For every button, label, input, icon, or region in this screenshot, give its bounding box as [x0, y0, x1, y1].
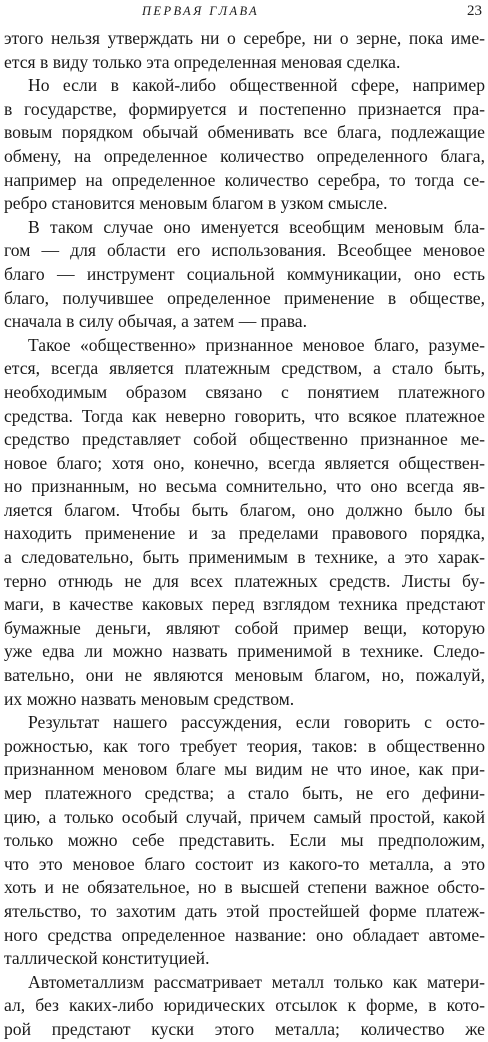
- text-line: хоть и не обязательное, но в высшей степени важное обсто-: [4, 877, 485, 898]
- text-line: ется, всегда является платежным средством, а стало быть,: [4, 358, 485, 379]
- text-line: Автометаллизм рассматривает металл только как матери-: [28, 971, 485, 992]
- text-line: мер платежного средства; а стало быть, не его дефини-: [4, 783, 485, 803]
- text-line: бумажные деньги, являют собой пример вещи, которую: [4, 617, 485, 638]
- text-line: Такое «общественно» признанное меновое благо, разуме-: [28, 334, 485, 355]
- text-line: вательно, они не являются меновым благом, но, пожалуй,: [4, 665, 485, 686]
- text-line: находить применение и за пределами правового порядка,: [4, 523, 485, 544]
- text-line: обмену, на определенное количество определенного блага,: [4, 145, 485, 166]
- text-line: рой предстают куски этого металла; количество же: [4, 1018, 485, 1039]
- text-line: необходимым образом связано с понятием платежного: [4, 381, 485, 402]
- text-line: благо — инструмент социальной коммуникации, оно есть: [4, 263, 485, 284]
- text-line: этого нельзя утверждать ни о серебре, ни о зерне, пока име-: [4, 28, 485, 48]
- text-line: признанном меновом благе мы видим не что иное, как при-: [4, 759, 485, 780]
- text-line: новое благо; хотя оно, конечно, всегда является обществен-: [4, 452, 485, 473]
- text-line: сначала в силу обычая, а затем — права.: [4, 311, 307, 332]
- text-line: Результат нашего рассуждения, если говорить с осто-: [28, 712, 485, 733]
- text-line: маги, в качестве каковых перед взглядом техника предстают: [4, 594, 485, 615]
- text-line: их можно назвать меновым средством.: [4, 688, 295, 709]
- text-line: таллической конституцией.: [4, 948, 210, 969]
- text-line: ется в виду только эта определенная меновая сделка.: [4, 51, 401, 72]
- text-line: что это меновое благо состоит из какого-то металла, а это: [4, 853, 485, 874]
- text-line: ляется благом. Чтобы быть благом, оно должно было бы: [4, 499, 485, 520]
- text-line: гом — для области его использования. Всеобщее меновое: [4, 240, 485, 261]
- text-line: ребро становится меновым благом в узком смысле.: [4, 193, 388, 214]
- text-line: только можно себе представить. Если мы предположим,: [4, 830, 485, 851]
- body-text: [4, 27, 485, 1042]
- text-line: средства. Тогда как неверно говорить, что всякое платежное: [4, 405, 485, 426]
- text-line: вовым порядком обычай обменивать все блага, подлежащие: [4, 122, 485, 143]
- text-line: уже едва ли можно назвать применимой в технике. Следо-: [4, 641, 485, 662]
- running-header: [0, 2, 488, 24]
- text-line: средство представляет собой общественно признанное ме-: [4, 429, 485, 450]
- text-line: в государстве, формируется и постепенно признается пра-: [4, 98, 485, 119]
- page-number: 23: [467, 3, 482, 19]
- chapter-running-head: ПЕРВАЯ ГЛАВА: [142, 4, 260, 18]
- text-line: например на определенное количество серебра, то тогда се-: [4, 169, 485, 190]
- text-line: терно отнюдь не для всех платежных средств. Листы бу-: [4, 570, 485, 591]
- text-line: благо, получившее определенное применение в обществе,: [4, 287, 485, 308]
- text-line: ал, без каких-либо юридических отсылок к форме, в кото-: [4, 995, 485, 1016]
- text-line: а следовательно, быть применимым в технике, а это харак-: [4, 547, 485, 568]
- text-line: Но если в какой-либо общественной сфере, например: [28, 75, 485, 96]
- text-line: рожностью, как того требует теория, таков: в общественно: [4, 735, 485, 756]
- text-line: цию, а только особый случай, причем самый простой, какой: [4, 806, 485, 827]
- text-line: но признанным, но весьма сомнительно, что оно всегда яв-: [4, 476, 485, 497]
- text-line: ятельство, то захотим дать этой простейшей форме платеж-: [4, 900, 485, 921]
- text-line: ного средства определенное название: оно обладает автоме-: [4, 924, 485, 945]
- text-line: В таком случае оно именуется всеобщим меновым бла-: [28, 216, 485, 237]
